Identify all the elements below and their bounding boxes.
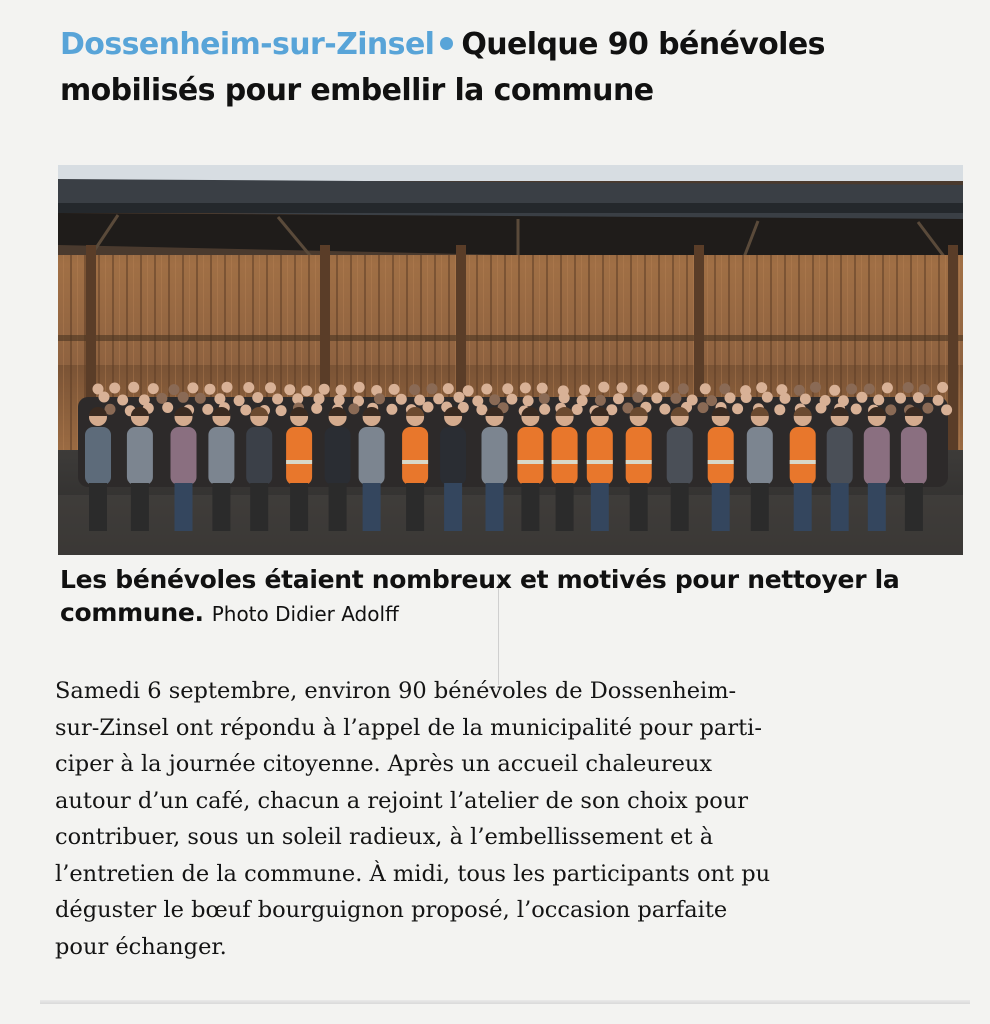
caption-text: Les bénévoles étaient nombreux et motivés pour nettoyer la commune.	[60, 565, 900, 627]
body-line: l’entretien de la commune. À midi, tous les participants ont pu	[55, 860, 771, 887]
group-photo-volunteers	[58, 165, 963, 555]
body-line: autour d’un café, chacun a rejoint l’atelier de son choix pour	[55, 787, 749, 814]
headline-line-2: mobilisés pour embellir la commune	[60, 73, 654, 108]
page-bottom-rule	[40, 1000, 970, 1004]
bullet-dot-icon	[440, 37, 453, 50]
article-headline	[60, 22, 940, 114]
body-line: Samedi 6 septembre, environ 90 bénévoles de Dossenheim-	[55, 678, 737, 704]
body-line: contribuer, sous un soleil radieux, à l’embellissement et à	[55, 824, 714, 850]
body-line: pour échanger.	[55, 933, 227, 960]
article-kicker: Dossenheim-sur-Zinsel	[60, 27, 435, 62]
body-line: déguster le bœuf bourguignon proposé, l’occasion parfaite	[55, 897, 728, 923]
body-line: sur-Zinsel ont répondu à l’appel de la municipalité pour parti-	[55, 714, 762, 741]
article-body	[55, 673, 975, 965]
photo-credit: Photo Didier Adolff	[211, 602, 399, 626]
photo-caption	[60, 563, 940, 631]
body-line: ciper à la journée citoyenne. Après un accueil chaleureux	[55, 751, 713, 777]
headline-line-1: Quelque 90 bénévoles	[461, 27, 825, 62]
article-photo	[58, 165, 963, 555]
